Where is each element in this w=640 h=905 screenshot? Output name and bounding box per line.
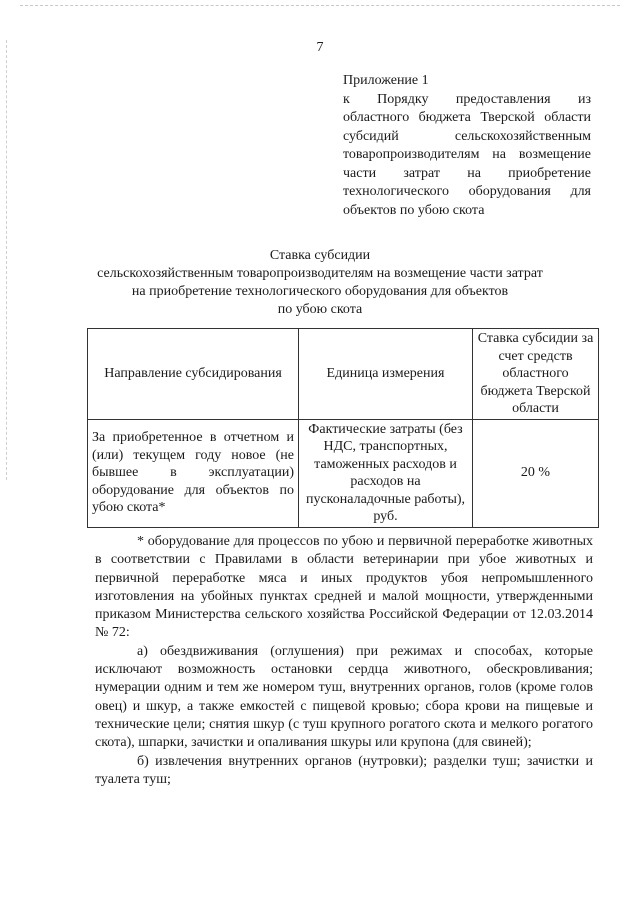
table-header-row <box>88 329 599 420</box>
appendix-line: технологического оборудования для <box>343 184 591 199</box>
appendix-line: товаропроизводителям на возмещение <box>343 147 591 162</box>
cell-unit: Фактические затраты (без НДС, транспортных, таможенных расходов и расходов на пусконаладочные работы), руб. <box>299 419 473 527</box>
paragraph: б) извлечения внутренних органов (нутровки); разделки туш; зачистки и туалета туш; <box>95 753 593 787</box>
title-line: Ставка субсидии <box>269 248 371 263</box>
footnote-text <box>95 533 593 789</box>
appendix-line: субсидий сельскохозяйственным <box>343 128 591 144</box>
page-number: 7 <box>316 40 324 55</box>
cell-rate: 20 % <box>473 419 599 527</box>
paragraph: * оборудование для процессов по убою и первичной переработке животных в соответствии с Правилами в области ветеринарии при убое животных и первичной переработке мяса и иных продуктов убоя непромышленного изготовления на убойных пунктах средней и малой мощности, утвержденными приказом Министерства сельского хозяйства Российской Федерации от 12.03.2014 № 72: <box>95 534 593 641</box>
appendix-line: к Порядку предоставления из <box>343 91 591 107</box>
paragraph: а) обездвиживания (оглушения) при режимах и способах, которые исключают возможность остановки сердца животного, обескровливания; нумерации одним и тем же номером туш, внутренних органов, голов (кроме голов овец) и шкур, а также емкостей с пищевой кровью; сбора крови на пищевые и технические цели; снятия шкур (с туш крупного рогатого скота и мелкого рогатого скота), шпарки, зачистки и опаливания шкуры или крупона (для свиней); <box>95 643 593 751</box>
appendix-line: Приложение 1 <box>343 73 429 88</box>
appendix-line: части затрат на приобретение <box>343 165 591 181</box>
cell-direction: За приобретенное в отчетном и (или) текущем году новое (не бывшее в эксплуатации) оборудование для объектов по убою скота* <box>88 419 299 527</box>
header-rate: Ставка субсидии за счет средств областного бюджета Тверской области <box>473 329 599 420</box>
scan-edge-left <box>6 40 7 480</box>
document-title <box>70 247 570 319</box>
appendix-line: объектов по убою скота <box>343 202 485 218</box>
header-unit: Единица измерения <box>299 329 473 420</box>
appendix-header <box>343 72 591 220</box>
header-direction: Направление субсидирования <box>88 329 299 420</box>
appendix-line: областного бюджета Тверской области <box>343 110 591 125</box>
title-line: по убою скота <box>277 302 363 317</box>
table-row <box>88 419 599 527</box>
scan-edge-top <box>20 5 620 6</box>
title-line: сельскохозяйственным товаропроизводителям на возмещение части затрат <box>97 266 543 281</box>
subsidy-rate-table <box>87 328 599 528</box>
title-line: на приобретение технологического оборудования для объектов <box>131 284 509 299</box>
